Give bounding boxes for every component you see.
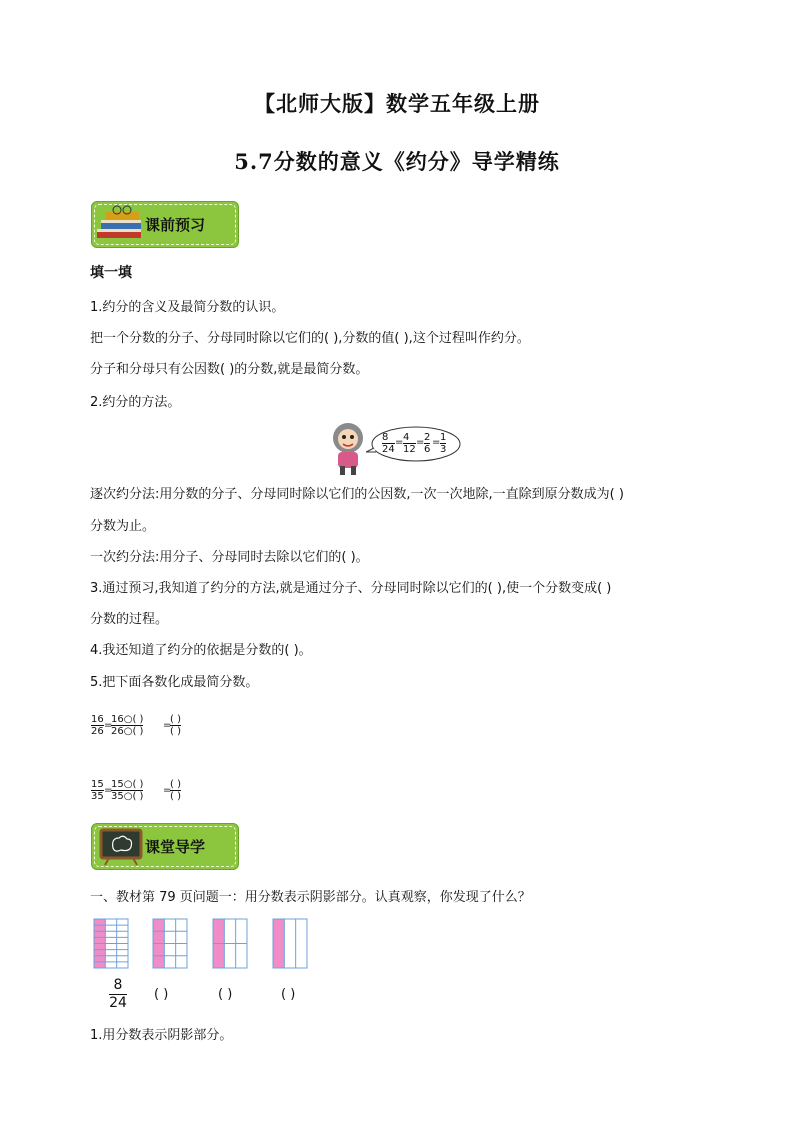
exercise-2-fraction: $\frac{15}{35}$	[91, 779, 104, 802]
guide-question-1: 一、教材第 79 页问题一：用分数表示阴影部分。认真观察，你发现了什么？	[90, 890, 531, 905]
equals-sign: =	[104, 785, 113, 796]
books-icon	[95, 205, 147, 245]
exercise-2-answer[interactable]: ( ) ( )	[170, 779, 181, 802]
badge-label: 课堂导学	[145, 838, 206, 856]
fraction-grid-3	[212, 918, 248, 969]
exercise-1-fraction: $\frac{16}{26}$	[91, 714, 104, 737]
guide-sub-question-1: 1.用分数表示阴影部分。	[90, 1028, 233, 1043]
page-title: 【北师大版】数学五年级上册	[254, 91, 540, 116]
question-3-line2: 分数的过程。	[90, 612, 169, 627]
section-badge-preview	[91, 201, 239, 248]
bubble-fraction-4: $\frac{1}{3}$	[440, 432, 447, 455]
fraction-grid-2	[152, 918, 188, 969]
blackboard-icon	[99, 828, 145, 866]
equals-sign: =	[104, 720, 113, 731]
question-1-line2: 分子和分母只有公因数( )的分数,就是最简分数。	[90, 362, 369, 377]
answer-blank-3[interactable]: ( )	[281, 987, 296, 1002]
fraction-grid-4	[272, 918, 308, 969]
bubble-fraction-2: $\frac{4}{12}$	[403, 432, 416, 455]
exercise-2-work: $\frac{15○( )}{35○( )}$	[111, 779, 144, 802]
bubble-fraction-1: $\frac{8}{24}$	[382, 432, 395, 455]
shaded-area	[273, 919, 284, 968]
mascot-icon	[328, 420, 368, 476]
answer-fraction-first: $\frac{8}{24}$	[109, 977, 127, 1011]
equals-sign: =	[432, 437, 441, 448]
fraction-grid-1	[93, 918, 129, 969]
equals-sign: =	[416, 437, 425, 448]
equals-sign: =	[395, 437, 404, 448]
badge-label: 课前预习	[145, 216, 206, 234]
question-1: 1.约分的含义及最简分数的认识。	[90, 300, 285, 315]
bubble-fraction-3: $\frac{2}{6}$	[424, 432, 431, 455]
question-2: 2.约分的方法。	[90, 395, 181, 410]
question-2-line3: 一次约分法:用分子、分母同时去除以它们的( )。	[90, 550, 369, 565]
answer-blank-2[interactable]: ( )	[218, 987, 233, 1002]
question-4: 4.我还知道了约分的依据是分数的( )。	[90, 643, 312, 658]
question-5: 5.把下面各数化成最简分数。	[90, 675, 259, 690]
answer-blank-1[interactable]: ( )	[154, 987, 169, 1002]
question-1-line1: 把一个分数的分子、分母同时除以它们的( ),分数的值( ),这个过程叫作约分。	[90, 331, 530, 346]
question-2-line2: 分数为止。	[90, 519, 156, 534]
section-badge-guide	[91, 823, 239, 870]
question-3-line1: 3.通过预习,我知道了约分的方法,就是通过分子、分母同时除以它们的( ),使一个分数变成( )	[90, 581, 612, 596]
section-heading: 填一填	[90, 265, 132, 281]
exercise-1-answer[interactable]: ( ) ( )	[170, 714, 181, 737]
page-subtitle: 5.7分数的意义《约分》导学精练	[234, 149, 560, 174]
equals-sign: =	[163, 720, 172, 731]
question-2-line1: 逐次约分法:用分数的分子、分母同时除以它们的公因数,一次一次地除,一直除到原分数成为( )	[90, 487, 624, 502]
equals-sign: =	[163, 785, 172, 796]
exercise-1-work: $\frac{16○( )}{26○( )}$	[111, 714, 144, 737]
